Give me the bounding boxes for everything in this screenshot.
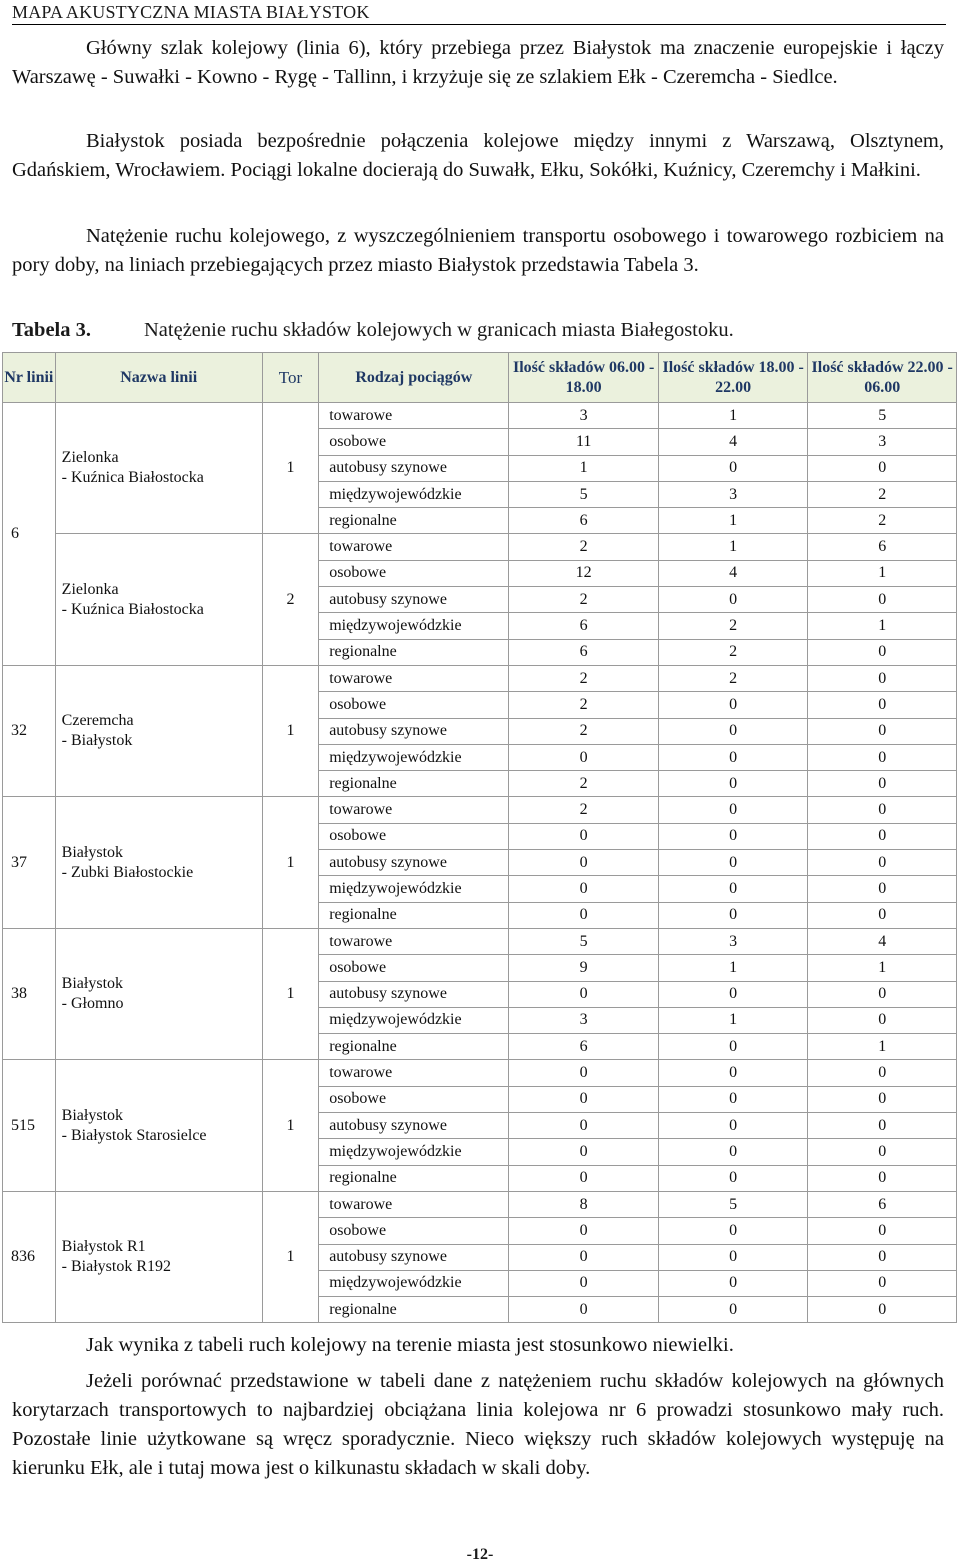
table-row: [3, 928, 957, 954]
count-day-cell: 0: [509, 1139, 659, 1165]
count-evening-cell: 0: [658, 876, 808, 902]
count-night-cell: 0: [808, 823, 957, 849]
count-day-cell: 0: [509, 1270, 659, 1296]
table-row: [3, 797, 957, 823]
count-day-cell: 3: [509, 1007, 659, 1033]
count-day-cell: 0: [509, 1165, 659, 1191]
count-evening-cell: 0: [658, 1060, 808, 1086]
train-type-cell: autobusy szynowe: [319, 1113, 509, 1139]
count-day-cell: 5: [509, 928, 659, 954]
train-type-cell: regionalne: [319, 1165, 509, 1191]
train-type-cell: towarowe: [319, 1191, 509, 1217]
count-night-cell: 0: [808, 1007, 957, 1033]
header-col3: Ilość składów 22.00 - 06.00: [808, 353, 957, 403]
count-evening-cell: 0: [658, 1139, 808, 1165]
count-night-cell: 0: [808, 744, 957, 770]
count-day-cell: 2: [509, 692, 659, 718]
train-type-cell: regionalne: [319, 771, 509, 797]
train-type-cell: międzywojewódzkie: [319, 613, 509, 639]
count-evening-cell: 0: [658, 1034, 808, 1060]
count-night-cell: 1: [808, 955, 957, 981]
count-day-cell: 0: [509, 1060, 659, 1086]
table-row: [3, 665, 957, 691]
train-type-cell: autobusy szynowe: [319, 850, 509, 876]
count-day-cell: 0: [509, 981, 659, 1007]
paragraph-conclusion: Jak wynika z tabeli ruch kolejowy na terenie miasta jest stosunkowo niewielki.: [86, 1334, 734, 1356]
count-day-cell: 0: [509, 902, 659, 928]
count-evening-cell: 0: [658, 1270, 808, 1296]
train-type-cell: międzywojewódzkie: [319, 1139, 509, 1165]
count-night-cell: 0: [808, 1270, 957, 1296]
count-night-cell: 5: [808, 403, 957, 429]
line-number-cell: 37: [3, 797, 56, 928]
count-night-cell: 0: [808, 981, 957, 1007]
count-day-cell: 6: [509, 1034, 659, 1060]
count-night-cell: 0: [808, 876, 957, 902]
train-type-cell: osobowe: [319, 1086, 509, 1112]
train-type-cell: regionalne: [319, 1297, 509, 1323]
count-night-cell: 2: [808, 508, 957, 534]
count-night-cell: 0: [808, 587, 957, 613]
count-evening-cell: 2: [658, 639, 808, 665]
train-type-cell: towarowe: [319, 665, 509, 691]
train-type-cell: autobusy szynowe: [319, 718, 509, 744]
count-evening-cell: 0: [658, 744, 808, 770]
train-type-cell: międzywojewódzkie: [319, 744, 509, 770]
count-day-cell: 0: [509, 823, 659, 849]
count-evening-cell: 0: [658, 718, 808, 744]
track-cell: 1: [262, 797, 318, 928]
train-type-cell: regionalne: [319, 902, 509, 928]
count-night-cell: 2: [808, 481, 957, 507]
train-type-cell: osobowe: [319, 429, 509, 455]
table-row: [3, 534, 957, 560]
train-type-cell: międzywojewódzkie: [319, 1270, 509, 1296]
count-night-cell: 6: [808, 1191, 957, 1217]
count-night-cell: 1: [808, 613, 957, 639]
count-day-cell: 2: [509, 665, 659, 691]
line-name-cell: Białystok - Zubki Białostockie: [55, 797, 262, 928]
count-day-cell: 2: [509, 534, 659, 560]
paragraph-intensity: Natężenie ruchu kolejowego, z wyszczególnieniem transportu osobowego i towarowego rozbiciem na pory doby, na liniach przebiegających przez miasto Białystok przedstawia Tabela 3.: [12, 225, 944, 276]
count-night-cell: 0: [808, 639, 957, 665]
line-name-cell: Białystok - Białystok Starosielce: [55, 1060, 262, 1191]
count-evening-cell: 0: [658, 1297, 808, 1323]
count-night-cell: 0: [808, 1060, 957, 1086]
table-body: [3, 403, 957, 1323]
count-night-cell: 0: [808, 850, 957, 876]
train-type-cell: osobowe: [319, 955, 509, 981]
count-evening-cell: 1: [658, 534, 808, 560]
train-type-cell: autobusy szynowe: [319, 1244, 509, 1270]
count-day-cell: 3: [509, 403, 659, 429]
count-day-cell: 6: [509, 508, 659, 534]
count-night-cell: 0: [808, 1165, 957, 1191]
track-cell: 1: [262, 1060, 318, 1191]
track-cell: 1: [262, 928, 318, 1059]
table-caption-text: Natężenie ruchu składów kolejowych w granicach miasta Białegostoku.: [144, 319, 734, 341]
count-day-cell: 0: [509, 1113, 659, 1139]
count-evening-cell: 1: [658, 1007, 808, 1033]
header-col1: Ilość składów 06.00 - 18.00: [509, 353, 659, 403]
count-evening-cell: 2: [658, 613, 808, 639]
count-day-cell: 12: [509, 560, 659, 586]
count-day-cell: 5: [509, 481, 659, 507]
document-header: [12, 0, 946, 25]
count-night-cell: 0: [808, 455, 957, 481]
train-type-cell: międzywojewódzkie: [319, 876, 509, 902]
train-type-cell: osobowe: [319, 692, 509, 718]
table-row: [3, 1191, 957, 1217]
line-name-cell: Zielonka - Kuźnica Białostocka: [55, 534, 262, 665]
train-type-cell: towarowe: [319, 403, 509, 429]
count-night-cell: 1: [808, 1034, 957, 1060]
paragraph-comparison: Jeżeli porównać przedstawione w tabeli dane z natężeniem ruchu składów kolejowych na głównych korytarzach transportowych to najbardziej obciążana linia kolejowa nr 6 prowadzi stosunkowo mały ruch. Pozostałe linie użytkowane są wręcz sporadycznie. Nieco większy ruch składów kolejowych występuję na kierunku Ełk, ale i tutaj mowa jest o kilkunastu składach w skali doby.: [12, 1370, 944, 1479]
train-type-cell: towarowe: [319, 1060, 509, 1086]
header-col2: Ilość składów 18.00 - 22.00: [658, 353, 808, 403]
train-type-cell: osobowe: [319, 560, 509, 586]
train-type-cell: towarowe: [319, 797, 509, 823]
header-rodzaj: Rodzaj pociągów: [319, 353, 509, 403]
count-night-cell: 0: [808, 1297, 957, 1323]
train-type-cell: autobusy szynowe: [319, 587, 509, 613]
count-evening-cell: 0: [658, 850, 808, 876]
count-night-cell: 6: [808, 534, 957, 560]
train-type-cell: regionalne: [319, 1034, 509, 1060]
count-evening-cell: 0: [658, 771, 808, 797]
count-night-cell: 0: [808, 1244, 957, 1270]
train-type-cell: regionalne: [319, 639, 509, 665]
count-day-cell: 9: [509, 955, 659, 981]
count-day-cell: 2: [509, 771, 659, 797]
count-night-cell: 0: [808, 692, 957, 718]
train-type-cell: regionalne: [319, 508, 509, 534]
count-night-cell: 0: [808, 1139, 957, 1165]
count-day-cell: 1: [509, 455, 659, 481]
count-day-cell: 0: [509, 1086, 659, 1112]
line-number-cell: 515: [3, 1060, 56, 1191]
count-evening-cell: 3: [658, 928, 808, 954]
count-night-cell: 0: [808, 665, 957, 691]
track-cell: 1: [262, 665, 318, 796]
count-night-cell: 3: [808, 429, 957, 455]
count-evening-cell: 0: [658, 692, 808, 718]
count-day-cell: 0: [509, 1218, 659, 1244]
table-row: [3, 403, 957, 429]
track-cell: 1: [262, 1191, 318, 1322]
count-day-cell: 0: [509, 850, 659, 876]
count-evening-cell: 3: [658, 481, 808, 507]
count-evening-cell: 4: [658, 429, 808, 455]
count-evening-cell: 0: [658, 1165, 808, 1191]
count-day-cell: 2: [509, 797, 659, 823]
train-type-cell: osobowe: [319, 1218, 509, 1244]
count-night-cell: 0: [808, 1218, 957, 1244]
count-day-cell: 6: [509, 613, 659, 639]
count-night-cell: 0: [808, 797, 957, 823]
header-tor: Tor: [262, 353, 318, 403]
traffic-table: [2, 352, 957, 1323]
train-type-cell: autobusy szynowe: [319, 981, 509, 1007]
count-day-cell: 6: [509, 639, 659, 665]
header-nazwa: Nazwa linii: [55, 353, 262, 403]
count-night-cell: 0: [808, 902, 957, 928]
count-day-cell: 8: [509, 1191, 659, 1217]
train-type-cell: autobusy szynowe: [319, 455, 509, 481]
line-number-cell: 32: [3, 665, 56, 796]
count-night-cell: 4: [808, 928, 957, 954]
count-evening-cell: 0: [658, 1113, 808, 1139]
count-evening-cell: 0: [658, 981, 808, 1007]
count-day-cell: 0: [509, 1244, 659, 1270]
count-evening-cell: 0: [658, 455, 808, 481]
count-night-cell: 0: [808, 1113, 957, 1139]
table-row: [3, 1060, 957, 1086]
train-type-cell: towarowe: [319, 928, 509, 954]
line-name-cell: Zielonka - Kuźnica Białostocka: [55, 403, 262, 534]
count-day-cell: 0: [509, 876, 659, 902]
count-evening-cell: 0: [658, 1244, 808, 1270]
line-number-cell: 6: [3, 403, 56, 666]
page-number: -12-: [466, 1546, 494, 1563]
line-number-cell: 38: [3, 928, 56, 1059]
paragraph-connections: Białystok posiada bezpośrednie połączenia kolejowe między innymi z Warszawą, Olsztynem, Gdańskiem, Wrocławiem. Pociągi lokalne docierają do Suwałk, Ełku, Sokółki, Kuźnicy, Czeremchy i Małkini.: [12, 130, 944, 181]
count-night-cell: 0: [808, 718, 957, 744]
paragraph-main-route: Główny szlak kolejowy (linia 6), który przebiega przez Białystok ma znaczenie europejskie i łączy Warszawę - Suwałki - Kowno - Rygę - Tallinn, i krzyżuje się ze szlakiem Ełk - Czeremcha - Siedlce.: [12, 37, 944, 88]
header-nr: Nr linii: [3, 353, 56, 403]
line-name-cell: Białystok R1 - Białystok R192: [55, 1191, 262, 1322]
count-night-cell: 0: [808, 771, 957, 797]
train-type-cell: towarowe: [319, 534, 509, 560]
train-type-cell: międzywojewódzkie: [319, 1007, 509, 1033]
line-name-cell: Białystok - Głomno: [55, 928, 262, 1059]
count-evening-cell: 0: [658, 1086, 808, 1112]
count-day-cell: 0: [509, 1297, 659, 1323]
line-name-cell: Czeremcha - Białystok: [55, 665, 262, 796]
line-number-cell: 836: [3, 1191, 56, 1322]
train-type-cell: międzywojewódzkie: [319, 481, 509, 507]
count-evening-cell: 4: [658, 560, 808, 586]
count-day-cell: 11: [509, 429, 659, 455]
count-evening-cell: 0: [658, 587, 808, 613]
train-type-cell: osobowe: [319, 823, 509, 849]
header-title: MAPA AKUSTYCZNA MIASTA BIAŁYSTOK: [12, 2, 370, 22]
count-evening-cell: 0: [658, 1218, 808, 1244]
track-cell: 2: [262, 534, 318, 665]
count-day-cell: 2: [509, 718, 659, 744]
count-evening-cell: 1: [658, 403, 808, 429]
count-evening-cell: 1: [658, 955, 808, 981]
count-evening-cell: 0: [658, 902, 808, 928]
count-evening-cell: 1: [658, 508, 808, 534]
table-caption: [12, 316, 734, 345]
count-evening-cell: 0: [658, 823, 808, 849]
count-evening-cell: 2: [658, 665, 808, 691]
count-evening-cell: 5: [658, 1191, 808, 1217]
count-night-cell: 1: [808, 560, 957, 586]
track-cell: 1: [262, 403, 318, 534]
count-evening-cell: 0: [658, 797, 808, 823]
count-night-cell: 0: [808, 1086, 957, 1112]
count-day-cell: 0: [509, 744, 659, 770]
count-day-cell: 2: [509, 587, 659, 613]
table-caption-label: Tabela 3.: [12, 319, 91, 341]
